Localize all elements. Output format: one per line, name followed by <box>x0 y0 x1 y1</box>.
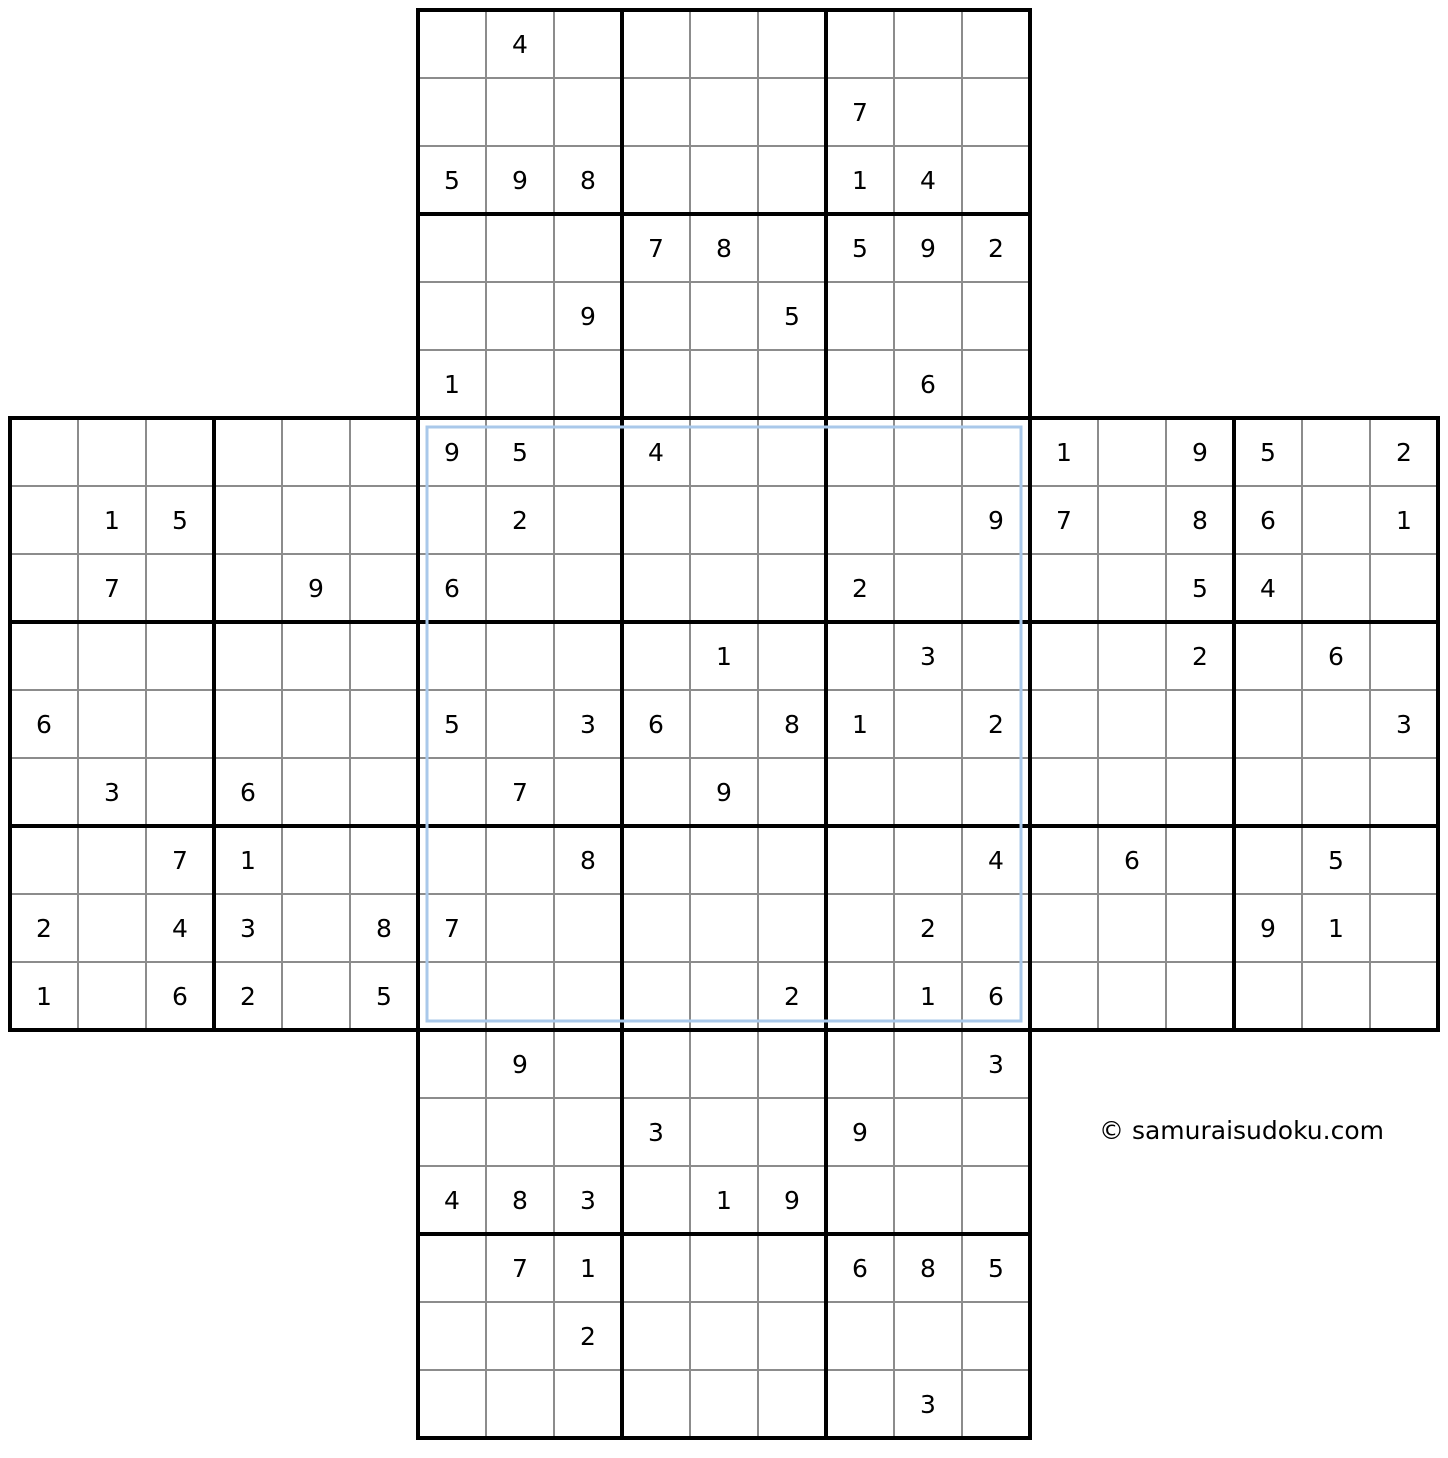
sudoku-cell[interactable] <box>962 554 1030 622</box>
sudoku-cell[interactable] <box>146 758 214 826</box>
sudoku-cell[interactable] <box>350 758 418 826</box>
sudoku-cell[interactable] <box>78 894 146 962</box>
sudoku-cell[interactable] <box>146 418 214 486</box>
cell-digit: 1 <box>580 1254 596 1283</box>
sudoku-cell[interactable] <box>962 894 1030 962</box>
sudoku-cell[interactable] <box>962 418 1030 486</box>
sudoku-cell[interactable] <box>622 622 690 690</box>
sudoku-cell[interactable] <box>962 282 1030 350</box>
sudoku-cell[interactable] <box>486 826 554 894</box>
cell-digit: 7 <box>1056 506 1072 535</box>
sudoku-cell[interactable] <box>826 758 894 826</box>
sudoku-cell[interactable] <box>758 1030 826 1098</box>
sudoku-cell[interactable] <box>894 10 962 78</box>
sudoku-cell[interactable] <box>486 78 554 146</box>
sudoku-cell[interactable] <box>554 78 622 146</box>
sudoku-cell[interactable] <box>418 1234 486 1302</box>
sudoku-cell[interactable] <box>350 690 418 758</box>
sudoku-cell[interactable] <box>690 1098 758 1166</box>
cell-digit: 7 <box>444 914 460 943</box>
cell-digit: 4 <box>988 846 1004 875</box>
cell-digit: 4 <box>172 914 188 943</box>
cell-digit: 7 <box>104 574 120 603</box>
sudoku-cell[interactable] <box>690 1234 758 1302</box>
cell-digit: 7 <box>852 98 868 127</box>
cell-digit: 8 <box>376 914 392 943</box>
sudoku-cell[interactable] <box>894 758 962 826</box>
sudoku-cell[interactable] <box>78 962 146 1030</box>
cell-digit: 2 <box>988 234 1004 263</box>
cell-digit: 6 <box>648 710 664 739</box>
sudoku-cell[interactable] <box>622 554 690 622</box>
cell-digit: 5 <box>512 438 528 467</box>
sudoku-cell[interactable] <box>214 554 282 622</box>
sudoku-cell[interactable] <box>146 554 214 622</box>
cell-digit: 6 <box>240 778 256 807</box>
sudoku-cell[interactable] <box>486 622 554 690</box>
cell-digit: 9 <box>1260 914 1276 943</box>
cell-digit: 8 <box>716 234 732 263</box>
cell-digit: 1 <box>920 982 936 1011</box>
cell-digit: 2 <box>920 914 936 943</box>
cell-digit: 2 <box>988 710 1004 739</box>
sudoku-cell[interactable] <box>894 1302 962 1370</box>
sudoku-cell[interactable] <box>554 10 622 78</box>
cell-digit: 4 <box>648 438 664 467</box>
cell-digit: 3 <box>580 1186 596 1215</box>
cell-digit: 7 <box>648 234 664 263</box>
sudoku-cell[interactable] <box>622 1370 690 1438</box>
sudoku-cell[interactable] <box>894 554 962 622</box>
cell-digit: 8 <box>1192 506 1208 535</box>
cell-digit: 7 <box>512 778 528 807</box>
sudoku-cell[interactable] <box>418 758 486 826</box>
sudoku-cell[interactable] <box>1030 622 1098 690</box>
cell-digit: 1 <box>716 642 732 671</box>
sudoku-cell[interactable] <box>10 418 78 486</box>
cell-digit: 1 <box>852 166 868 195</box>
sudoku-cell[interactable] <box>962 1098 1030 1166</box>
sudoku-cell[interactable] <box>214 690 282 758</box>
sudoku-cell[interactable] <box>486 1370 554 1438</box>
sudoku-cell[interactable] <box>214 622 282 690</box>
cell-digit: 6 <box>172 982 188 1011</box>
sudoku-cell[interactable] <box>622 146 690 214</box>
cell-digit: 9 <box>444 438 460 467</box>
sudoku-cell[interactable] <box>1302 554 1370 622</box>
sudoku-cell[interactable] <box>418 78 486 146</box>
sudoku-cell[interactable] <box>894 690 962 758</box>
cell-digit: 1 <box>852 710 868 739</box>
sudoku-cell[interactable] <box>214 418 282 486</box>
sudoku-cell[interactable] <box>418 10 486 78</box>
sudoku-cell[interactable] <box>690 10 758 78</box>
sudoku-cell[interactable] <box>894 1166 962 1234</box>
sudoku-cell[interactable] <box>690 418 758 486</box>
sudoku-cell[interactable] <box>1370 826 1438 894</box>
sudoku-cell[interactable] <box>350 486 418 554</box>
sudoku-cell[interactable] <box>418 826 486 894</box>
sudoku-cell[interactable] <box>758 758 826 826</box>
sudoku-cell[interactable] <box>282 826 350 894</box>
cell-digit: 1 <box>1328 914 1344 943</box>
cell-digit: 8 <box>580 166 596 195</box>
cell-digit: 1 <box>716 1186 732 1215</box>
sudoku-cell[interactable] <box>78 826 146 894</box>
sudoku-cell[interactable] <box>826 418 894 486</box>
cell-digit: 5 <box>444 710 460 739</box>
sudoku-cell[interactable] <box>486 554 554 622</box>
sudoku-cell[interactable] <box>418 622 486 690</box>
cell-digit: 8 <box>512 1186 528 1215</box>
sudoku-cell[interactable] <box>146 690 214 758</box>
sudoku-cell[interactable] <box>1030 758 1098 826</box>
cell-digit: 7 <box>172 846 188 875</box>
sudoku-cell[interactable] <box>690 690 758 758</box>
cell-digit: 1 <box>240 846 256 875</box>
sudoku-cell[interactable] <box>1098 962 1166 1030</box>
sudoku-cell[interactable] <box>962 146 1030 214</box>
sudoku-cell[interactable] <box>1234 622 1302 690</box>
cell-digit: 9 <box>920 234 936 263</box>
sudoku-cell[interactable] <box>1166 962 1234 1030</box>
sudoku-cell[interactable] <box>962 1166 1030 1234</box>
sudoku-cell[interactable] <box>622 826 690 894</box>
cell-digit: 2 <box>36 914 52 943</box>
sudoku-cell[interactable] <box>1098 486 1166 554</box>
sudoku-cell[interactable] <box>758 146 826 214</box>
sudoku-cell[interactable] <box>622 1234 690 1302</box>
sudoku-cell[interactable] <box>758 10 826 78</box>
cell-digit: 6 <box>444 574 460 603</box>
cell-digit: 2 <box>240 982 256 1011</box>
sudoku-cell[interactable] <box>690 1370 758 1438</box>
sudoku-cell[interactable] <box>282 962 350 1030</box>
sudoku-cell[interactable] <box>962 350 1030 418</box>
sudoku-cell[interactable] <box>418 962 486 1030</box>
sudoku-cell[interactable] <box>214 486 282 554</box>
sudoku-cell[interactable] <box>1098 894 1166 962</box>
copyright-text: © samuraisudoku.com <box>1099 1116 1384 1145</box>
sudoku-cell[interactable] <box>1098 690 1166 758</box>
sudoku-cell[interactable] <box>1370 554 1438 622</box>
sudoku-cell[interactable] <box>418 1098 486 1166</box>
cell-digit: 2 <box>784 982 800 1011</box>
sudoku-cell[interactable] <box>622 758 690 826</box>
sudoku-cell[interactable] <box>486 690 554 758</box>
cell-digit: 3 <box>104 778 120 807</box>
cell-digit: 2 <box>1396 438 1412 467</box>
sudoku-cell[interactable] <box>1166 894 1234 962</box>
sudoku-cell[interactable] <box>486 1098 554 1166</box>
cell-digit: 9 <box>512 166 528 195</box>
sudoku-cell[interactable] <box>622 894 690 962</box>
cell-digit: 5 <box>852 234 868 263</box>
cell-digit: 1 <box>444 370 460 399</box>
cell-digit: 2 <box>580 1322 596 1351</box>
sudoku-cell[interactable] <box>690 1030 758 1098</box>
sudoku-cell[interactable] <box>10 758 78 826</box>
sudoku-cell[interactable] <box>758 486 826 554</box>
sudoku-cell[interactable] <box>758 622 826 690</box>
cell-digit: 9 <box>1192 438 1208 467</box>
sudoku-cell[interactable] <box>826 962 894 1030</box>
sudoku-cell[interactable] <box>1302 486 1370 554</box>
sudoku-cell[interactable] <box>758 418 826 486</box>
sudoku-cell[interactable] <box>1234 690 1302 758</box>
sudoku-cell[interactable] <box>622 282 690 350</box>
sudoku-cell[interactable] <box>894 1030 962 1098</box>
sudoku-cell[interactable] <box>758 554 826 622</box>
sudoku-cell[interactable] <box>554 758 622 826</box>
sudoku-cell[interactable] <box>622 350 690 418</box>
sudoku-cell[interactable] <box>894 78 962 146</box>
sudoku-cell[interactable] <box>758 78 826 146</box>
cell-digit: 4 <box>444 1186 460 1215</box>
sudoku-cell[interactable] <box>10 622 78 690</box>
sudoku-cell[interactable] <box>826 10 894 78</box>
sudoku-cell[interactable] <box>10 554 78 622</box>
cell-digit: 8 <box>920 1254 936 1283</box>
cell-digit: 6 <box>1260 506 1276 535</box>
sudoku-cell[interactable] <box>418 282 486 350</box>
sudoku-cell[interactable] <box>486 1302 554 1370</box>
cell-digit: 6 <box>920 370 936 399</box>
sudoku-cell[interactable] <box>78 622 146 690</box>
sudoku-cell[interactable] <box>1098 554 1166 622</box>
sudoku-cell[interactable] <box>1166 758 1234 826</box>
sudoku-cell[interactable] <box>962 1302 1030 1370</box>
sudoku-cell[interactable] <box>486 282 554 350</box>
sudoku-cell[interactable] <box>690 962 758 1030</box>
sudoku-cell[interactable] <box>758 894 826 962</box>
sudoku-cell[interactable] <box>554 554 622 622</box>
sudoku-cell[interactable] <box>1370 758 1438 826</box>
cell-digit: 9 <box>784 1186 800 1215</box>
sudoku-cell[interactable] <box>1302 962 1370 1030</box>
cell-digit: 1 <box>1396 506 1412 535</box>
sudoku-cell[interactable] <box>690 282 758 350</box>
sudoku-cell[interactable] <box>758 1370 826 1438</box>
cell-digit: 5 <box>172 506 188 535</box>
sudoku-cell[interactable] <box>282 622 350 690</box>
sudoku-cell[interactable] <box>894 418 962 486</box>
cell-digit: 5 <box>1260 438 1276 467</box>
sudoku-cell[interactable] <box>622 962 690 1030</box>
sudoku-cell[interactable] <box>758 350 826 418</box>
cell-digit: 5 <box>784 302 800 331</box>
sudoku-cell[interactable] <box>350 554 418 622</box>
sudoku-cell[interactable] <box>622 1166 690 1234</box>
sudoku-cell[interactable] <box>962 622 1030 690</box>
cell-digit: 3 <box>1396 710 1412 739</box>
sudoku-cell[interactable] <box>1098 622 1166 690</box>
sudoku-cell[interactable] <box>282 486 350 554</box>
cell-digit: 3 <box>920 1390 936 1419</box>
sudoku-cell[interactable] <box>554 962 622 1030</box>
cell-digit: 9 <box>716 778 732 807</box>
sudoku-cell[interactable] <box>1302 758 1370 826</box>
sudoku-cell[interactable] <box>690 1302 758 1370</box>
sudoku-cell[interactable] <box>690 826 758 894</box>
sudoku-cell[interactable] <box>78 690 146 758</box>
sudoku-cell[interactable] <box>690 554 758 622</box>
sudoku-cell[interactable] <box>894 1098 962 1166</box>
sudoku-cell[interactable] <box>826 1370 894 1438</box>
cell-digit: 9 <box>580 302 596 331</box>
sudoku-cell[interactable] <box>758 214 826 282</box>
sudoku-cell[interactable] <box>962 758 1030 826</box>
sudoku-cell[interactable] <box>1030 554 1098 622</box>
sudoku-cell[interactable] <box>282 758 350 826</box>
sudoku-cell[interactable] <box>418 214 486 282</box>
sudoku-cell[interactable] <box>486 962 554 1030</box>
sudoku-cell[interactable] <box>282 418 350 486</box>
sudoku-cell[interactable] <box>690 894 758 962</box>
cell-digit: 5 <box>1328 846 1344 875</box>
sudoku-cell[interactable] <box>962 10 1030 78</box>
cell-digit: 5 <box>444 166 460 195</box>
sudoku-cell[interactable] <box>350 826 418 894</box>
sudoku-cell[interactable] <box>418 1030 486 1098</box>
sudoku-cell[interactable] <box>1030 690 1098 758</box>
sudoku-cell[interactable] <box>690 78 758 146</box>
sudoku-cell[interactable] <box>1098 758 1166 826</box>
sudoku-cell[interactable] <box>826 1166 894 1234</box>
sudoku-cell[interactable] <box>826 350 894 418</box>
sudoku-cell[interactable] <box>554 1030 622 1098</box>
sudoku-cell[interactable] <box>10 486 78 554</box>
cell-digit: 3 <box>240 914 256 943</box>
cell-digit: 1 <box>36 982 52 1011</box>
cell-digit: 3 <box>648 1118 664 1147</box>
sudoku-cell[interactable] <box>418 1302 486 1370</box>
sudoku-cell[interactable] <box>826 486 894 554</box>
sudoku-cell[interactable] <box>826 622 894 690</box>
cell-digit: 6 <box>1328 642 1344 671</box>
sudoku-cell[interactable] <box>758 1098 826 1166</box>
cell-digit: 1 <box>1056 438 1072 467</box>
cell-digit: 6 <box>1124 846 1140 875</box>
sudoku-cell[interactable] <box>350 418 418 486</box>
sudoku-cell[interactable] <box>1302 690 1370 758</box>
sudoku-cell[interactable] <box>1234 962 1302 1030</box>
cell-digit: 4 <box>920 166 936 195</box>
sudoku-cell[interactable] <box>1166 690 1234 758</box>
sudoku-cell[interactable] <box>1370 962 1438 1030</box>
sudoku-cell[interactable] <box>690 350 758 418</box>
sudoku-cell[interactable] <box>486 350 554 418</box>
sudoku-cell[interactable] <box>554 418 622 486</box>
sudoku-cell[interactable] <box>758 1302 826 1370</box>
cell-digit: 2 <box>512 506 528 535</box>
cell-digit: 1 <box>104 506 120 535</box>
cell-digit: 7 <box>512 1254 528 1283</box>
sudoku-cell[interactable] <box>486 894 554 962</box>
cell-digit: 2 <box>1192 642 1208 671</box>
cell-digit: 3 <box>580 710 596 739</box>
cell-digit: 9 <box>512 1050 528 1079</box>
sudoku-cell[interactable] <box>962 78 1030 146</box>
sudoku-cell[interactable] <box>554 622 622 690</box>
cells-layer <box>10 10 1438 1438</box>
cell-digit: 8 <box>784 710 800 739</box>
sudoku-cell[interactable] <box>1030 962 1098 1030</box>
sudoku-cell[interactable] <box>350 622 418 690</box>
sudoku-cell[interactable] <box>894 486 962 554</box>
sudoku-cell[interactable] <box>146 622 214 690</box>
cell-digit: 5 <box>1192 574 1208 603</box>
sudoku-cell[interactable] <box>690 486 758 554</box>
cell-digit: 6 <box>988 982 1004 1011</box>
sudoku-cell[interactable] <box>826 282 894 350</box>
cell-digit: 2 <box>852 574 868 603</box>
sudoku-cell[interactable] <box>554 1370 622 1438</box>
sudoku-cell[interactable] <box>1234 826 1302 894</box>
sudoku-cell[interactable] <box>554 894 622 962</box>
sudoku-cell[interactable] <box>962 1370 1030 1438</box>
sudoku-cell[interactable] <box>1098 418 1166 486</box>
sudoku-cell[interactable] <box>282 690 350 758</box>
sudoku-cell[interactable] <box>622 78 690 146</box>
sudoku-cell[interactable] <box>1030 826 1098 894</box>
sudoku-cell[interactable] <box>826 894 894 962</box>
cell-digit: 3 <box>988 1050 1004 1079</box>
sudoku-cell[interactable] <box>282 894 350 962</box>
sudoku-cell[interactable] <box>622 10 690 78</box>
cell-digit: 8 <box>580 846 596 875</box>
cell-digit: 4 <box>1260 574 1276 603</box>
sudoku-cell[interactable] <box>554 1098 622 1166</box>
sudoku-cell[interactable] <box>622 1302 690 1370</box>
sudoku-cell[interactable] <box>486 214 554 282</box>
sudoku-cell[interactable] <box>758 826 826 894</box>
sudoku-cell[interactable] <box>554 350 622 418</box>
sudoku-cell[interactable] <box>554 486 622 554</box>
cell-digit: 4 <box>512 30 528 59</box>
sudoku-cell[interactable] <box>1370 894 1438 962</box>
sudoku-cell[interactable] <box>1370 622 1438 690</box>
sudoku-cell[interactable] <box>622 1030 690 1098</box>
sudoku-cell[interactable] <box>1234 758 1302 826</box>
cell-digit: 5 <box>988 1254 1004 1283</box>
sudoku-cell[interactable] <box>690 146 758 214</box>
sudoku-cell[interactable] <box>418 1370 486 1438</box>
sudoku-cell[interactable] <box>826 1030 894 1098</box>
sudoku-cell[interactable] <box>622 486 690 554</box>
cell-digit: 3 <box>920 642 936 671</box>
sudoku-cell[interactable] <box>10 826 78 894</box>
sudoku-cell[interactable] <box>78 418 146 486</box>
sudoku-cell[interactable] <box>1030 894 1098 962</box>
sudoku-cell[interactable] <box>894 282 962 350</box>
sudoku-cell[interactable] <box>826 1302 894 1370</box>
cell-digit: 9 <box>988 506 1004 535</box>
cell-digit: 9 <box>308 574 324 603</box>
sudoku-cell[interactable] <box>826 826 894 894</box>
cell-digit: 6 <box>852 1254 868 1283</box>
sudoku-cell[interactable] <box>894 826 962 894</box>
cell-digit: 6 <box>36 710 52 739</box>
sudoku-cell[interactable] <box>1302 418 1370 486</box>
sudoku-cell[interactable] <box>758 1234 826 1302</box>
cell-digit: 5 <box>376 982 392 1011</box>
cell-digit: 9 <box>852 1118 868 1147</box>
sudoku-cell[interactable] <box>418 486 486 554</box>
sudoku-cell[interactable] <box>554 214 622 282</box>
sudoku-cell[interactable] <box>1166 826 1234 894</box>
